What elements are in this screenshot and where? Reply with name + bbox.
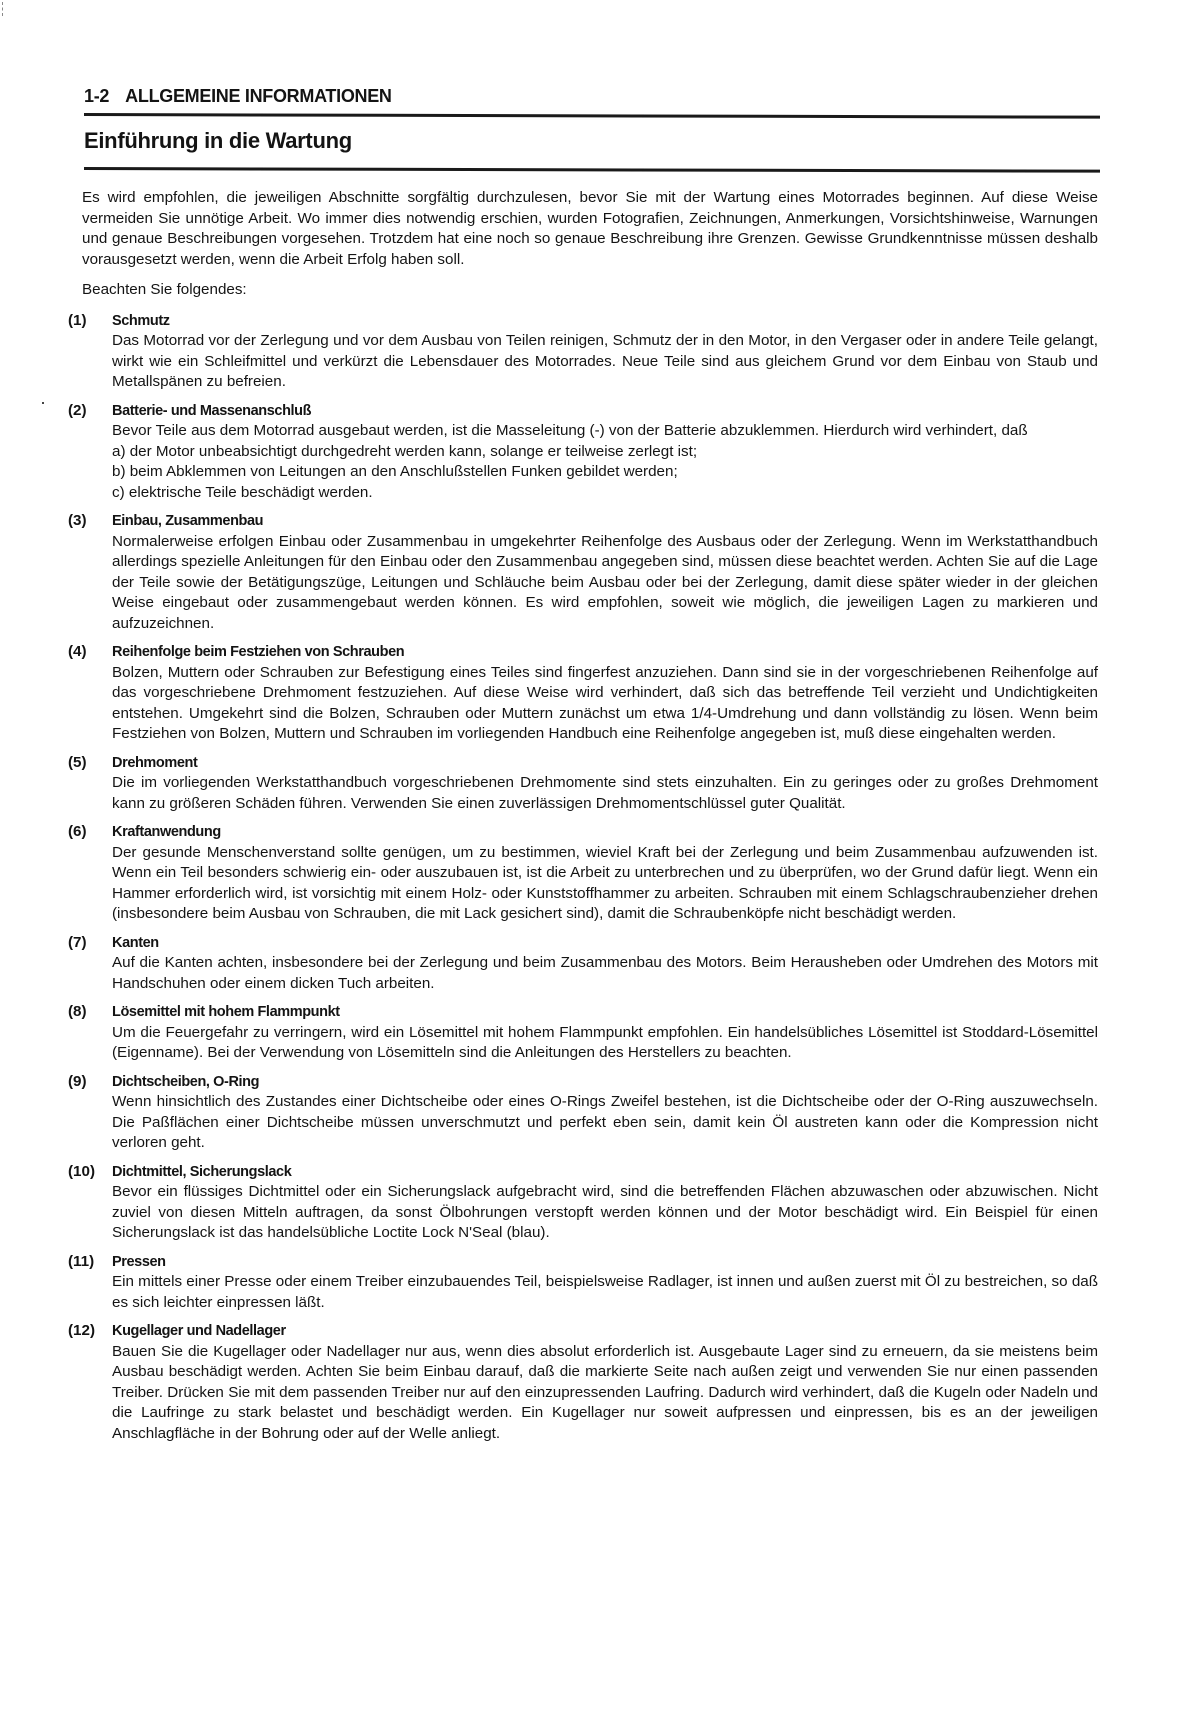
lead-text: Beachten Sie folgendes: <box>82 281 247 298</box>
item-number: (11) <box>68 1252 95 1270</box>
item-heading: Reihenfolge beim Festziehen von Schrauben <box>112 644 405 660</box>
list-item-reihenfolge <box>68 642 1098 745</box>
subitem-c: c) elektrische Teile beschädigt werden. <box>112 483 373 501</box>
list-item-einbau <box>68 511 1098 634</box>
item-heading: Kugellager und Nadellager <box>112 1323 286 1339</box>
item-text: Ein mittels einer Presse oder einem Treiber einzubauendes Teil, beispielsweise Radlager, ist innen und außen zuerst mit Öl zu bestreichen, so daß es sich leichter einpressen läßt. <box>112 1273 1098 1311</box>
item-number: (6) <box>68 823 87 840</box>
item-number: (2) <box>68 401 87 419</box>
item-number: (12) <box>68 1322 96 1339</box>
list-item-batterie <box>68 401 1098 504</box>
list-item-dichtscheiben <box>68 1072 1098 1154</box>
item-number: (9) <box>68 1072 87 1090</box>
list-item-dichtmittel <box>68 1162 1098 1244</box>
item-text: Die im vorliegenden Werkstatthandbuch vorgeschriebenen Drehmomente sind stets einzuhalten. Ein zu geringes oder zu großes Drehmoment kann zu größeren Schäden führen. Verwenden Sie einen zuverlässigen Drehmomentschlüssel guter Qualität. <box>112 774 1098 812</box>
subitem-a: a) der Motor unbeabsichtigt durchgedreht werden kann, solange er teilweise zerlegt ist; <box>112 442 698 460</box>
header-rule <box>84 113 1100 119</box>
item-text: Bevor Teile aus dem Motorrad ausgebaut werden, ist die Masseleitung (-) von der Batterie abzuklemmen. Hierdurch wird verhindert, daß <box>112 422 1028 439</box>
body-content <box>68 188 1098 1452</box>
list-item-schmutz <box>68 311 1098 393</box>
subitem-b: b) beim Abklemmen von Leitungen an den Anschlußstellen Funken gebildet werden; <box>112 463 678 480</box>
item-text: Wenn hinsichtlich des Zustandes einer Dichtscheibe oder eines O-Rings Zweifel bestehen, ist die Dichtscheibe oder der O-Ring auszuwechseln. Die Paßflächen einer Dichtscheibe müssen unverschmutzt und perfekt eben sein, damit kein Öl austreten kann oder die Kompression nicht verloren geht. <box>112 1093 1098 1151</box>
item-heading: Pressen <box>112 1253 166 1270</box>
item-heading: Dichtscheiben, O-Ring <box>112 1073 260 1090</box>
item-text: Der gesunde Menschenverstand sollte genügen, um zu bestimmen, wieviel Kraft bei der Zerlegung und beim Zusammenbau aufzuwenden ist. Wenn ein Teil besonders schwierig ein- oder auszubauen ist, ist die Arbeit zu unterbrechen und zu überprüfen, wo der Grund dafür liegt. Wenn ein Hammer erforderlich wird, ist vorsichtig mit einem Holz- oder Kunststoffhammer zu arbeiten. Schrauben mit einem Schlagschraubenzieher drehen (insbesondere beim Ausbau von Schrauben, die mit Lack gesichert sind), damit die Schraubenköpfe nicht beschädigt werden. <box>112 843 1098 922</box>
item-heading: Einbau, Zusammenbau <box>112 513 264 529</box>
item-heading: Schmutz <box>112 312 170 329</box>
item-heading: Kanten <box>112 934 159 951</box>
list-item-kugellager <box>68 1321 1098 1444</box>
item-number: (7) <box>68 933 87 951</box>
list-item-kanten <box>68 933 1098 995</box>
item-heading: Batterie- und Massenanschluß <box>112 402 312 419</box>
scan-edge-marks <box>2 2 5 16</box>
item-text: Das Motorrad vor der Zerlegung und vor dem Ausbau von Teilen reinigen, Schmutz der in den Motor, in den Vergaser oder in andere Teile gelangt, wirkt wie ein Schleifmittel und verkürzt die Lebensdauer des Motorrades. Neue Teile sind aus gleichem Grund vor dem Einbau von Staub und Metallspänen zu befreien. <box>112 332 1098 390</box>
item-number: (4) <box>68 643 87 660</box>
list-item-drehmoment <box>68 753 1098 815</box>
list-item-loesemittel <box>68 1002 1098 1064</box>
list-item-pressen <box>68 1252 1098 1314</box>
item-number: (3) <box>68 512 87 529</box>
intro-paragraph: Es wird empfohlen, die jeweiligen Abschnitte sorgfältig durchzulesen, bevor Sie mit der Wartung eines Motorrades beginnen. Auf diese Weise vermeiden Sie unnötige Arbeit. Wo immer dies notwendig erschien, wurden Fotografien, Zeichnungen, Anmerkungen, Vorsichtshinweise, Warnungen und genaue Beschreibungen vorgesehen. Trotzdem hat eine noch so genaue Beschreibung ihre Grenzen. Gewisse Grundkenntnisse müssen deshalb vorausgesetzt werden, wenn die Arbeit Erfolg haben soll. <box>82 189 1098 268</box>
chapter-title: ALLGEMEINE INFORMATIONEN <box>125 86 392 106</box>
title-rule <box>84 167 1100 173</box>
item-heading: Drehmoment <box>112 754 198 771</box>
page-number: 1-2 <box>84 86 110 106</box>
item-heading: Kraftanwendung <box>112 824 221 840</box>
item-text: Um die Feuergefahr zu verringern, wird ein Lösemittel mit hohem Flammpunkt empfohlen. Ein handelsübliches Lösemittel ist Stoddard-Lösemittel (Eigenname). Bei der Verwendung von Lösemitteln sind die Anleitungen des Herstellers zu beachten. <box>112 1023 1098 1061</box>
item-heading: Lösemittel mit hohem Flammpunkt <box>112 1004 340 1020</box>
item-number: (8) <box>68 1003 87 1020</box>
item-number: (1) <box>68 311 87 329</box>
section-title: Einführung in die Wartung <box>84 128 352 153</box>
item-text: Bauen Sie die Kugellager oder Nadellager nur aus, wenn dies absolut erforderlich ist. Ausgebaute Lager sind zu erneuern, da sie meistens beim Ausbau beschädigt werden. Achten Sie beim Einbau darauf, daß die markierte Seite nach außen zeigt und verwenden Sie nur einen passenden Treiber. Drücken Sie mit dem passenden Treiber nur auf den einzupressenden Laufring. Dadurch wird verhindert, daß die Kugeln oder Nadeln und die Laufringe zu stark belastet und beschädigt werden. Ein Kugellager nur soweit aufpressen und einpressen, bis es an der jeweiligen Anschlagfläche in der Bohrung oder auf der Welle anliegt. <box>112 1342 1098 1442</box>
item-number: (5) <box>68 753 87 771</box>
item-text: Auf die Kanten achten, insbesondere bei der Zerlegung und beim Zusammenbau des Motors. Beim Herausheben oder Umdrehen des Motors mit Handschuhen oder einem dicken Tuch arbeiten. <box>112 954 1098 992</box>
item-text: Bolzen, Muttern oder Schrauben zur Befestigung eines Teiles sind fingerfest anzuziehen. Dann sind sie in der vorgeschriebenen Reihenfolge auf das vorgeschriebene Drehmoment festzuziehen. Auf diese Weise wird verhindert, daß sich das betreffende Teil verzieht und Undichtigkeiten entstehen. Umgekehrt sind die Bolzen, Schrauben oder Muttern zunächst um etwa 1/4-Umdrehung und dann vollständig zu lösen. Wenn beim Festziehen von Bolzen, Muttern und Schrauben im vorliegenden Handbuch eine Reihenfolge angegeben ist, muß diese eingehalten werden. <box>112 663 1098 742</box>
item-text: Normalerweise erfolgen Einbau oder Zusammenbau in umgekehrter Reihenfolge des Ausbaus oder der Zerlegung. Wenn im Werkstatthandbuch allerdings spezielle Anleitungen für den Einbau oder den Zusammenbau angegeben sind, müssen diese beachtet werden. Achten Sie auf die Lage der Teile sowie der Betätigungszüge, Leitungen und Schläuche beim Ausbau oder bei der Zerlegung, damit diese später wieder in der gleichen Weise eingebaut oder zusammengebaut werden können. Es wird empfohlen, soweit wie möglich, die jeweiligen Lagen zu markieren und aufzuzeichnen. <box>112 532 1098 632</box>
item-number: (10) <box>68 1162 96 1180</box>
item-heading: Dichtmittel, Sicherungslack <box>112 1163 292 1180</box>
running-header <box>84 86 392 107</box>
item-text: Bevor ein flüssiges Dichtmittel oder ein Sicherungslack aufgebracht wird, sind die betreffenden Flächen abzuwaschen oder abzuwischen. Nicht zuviel von diesen Mitteln auftragen, da sonst Ölbohrungen verstopft werden können und der Motor beschädigt wird. Ein Beispiel für einen Sicherungslack ist das handelsübliche Loctite Lock N'Seal (blau). <box>112 1183 1098 1241</box>
list-item-kraftanwendung <box>68 822 1098 925</box>
scan-speck <box>42 402 44 404</box>
